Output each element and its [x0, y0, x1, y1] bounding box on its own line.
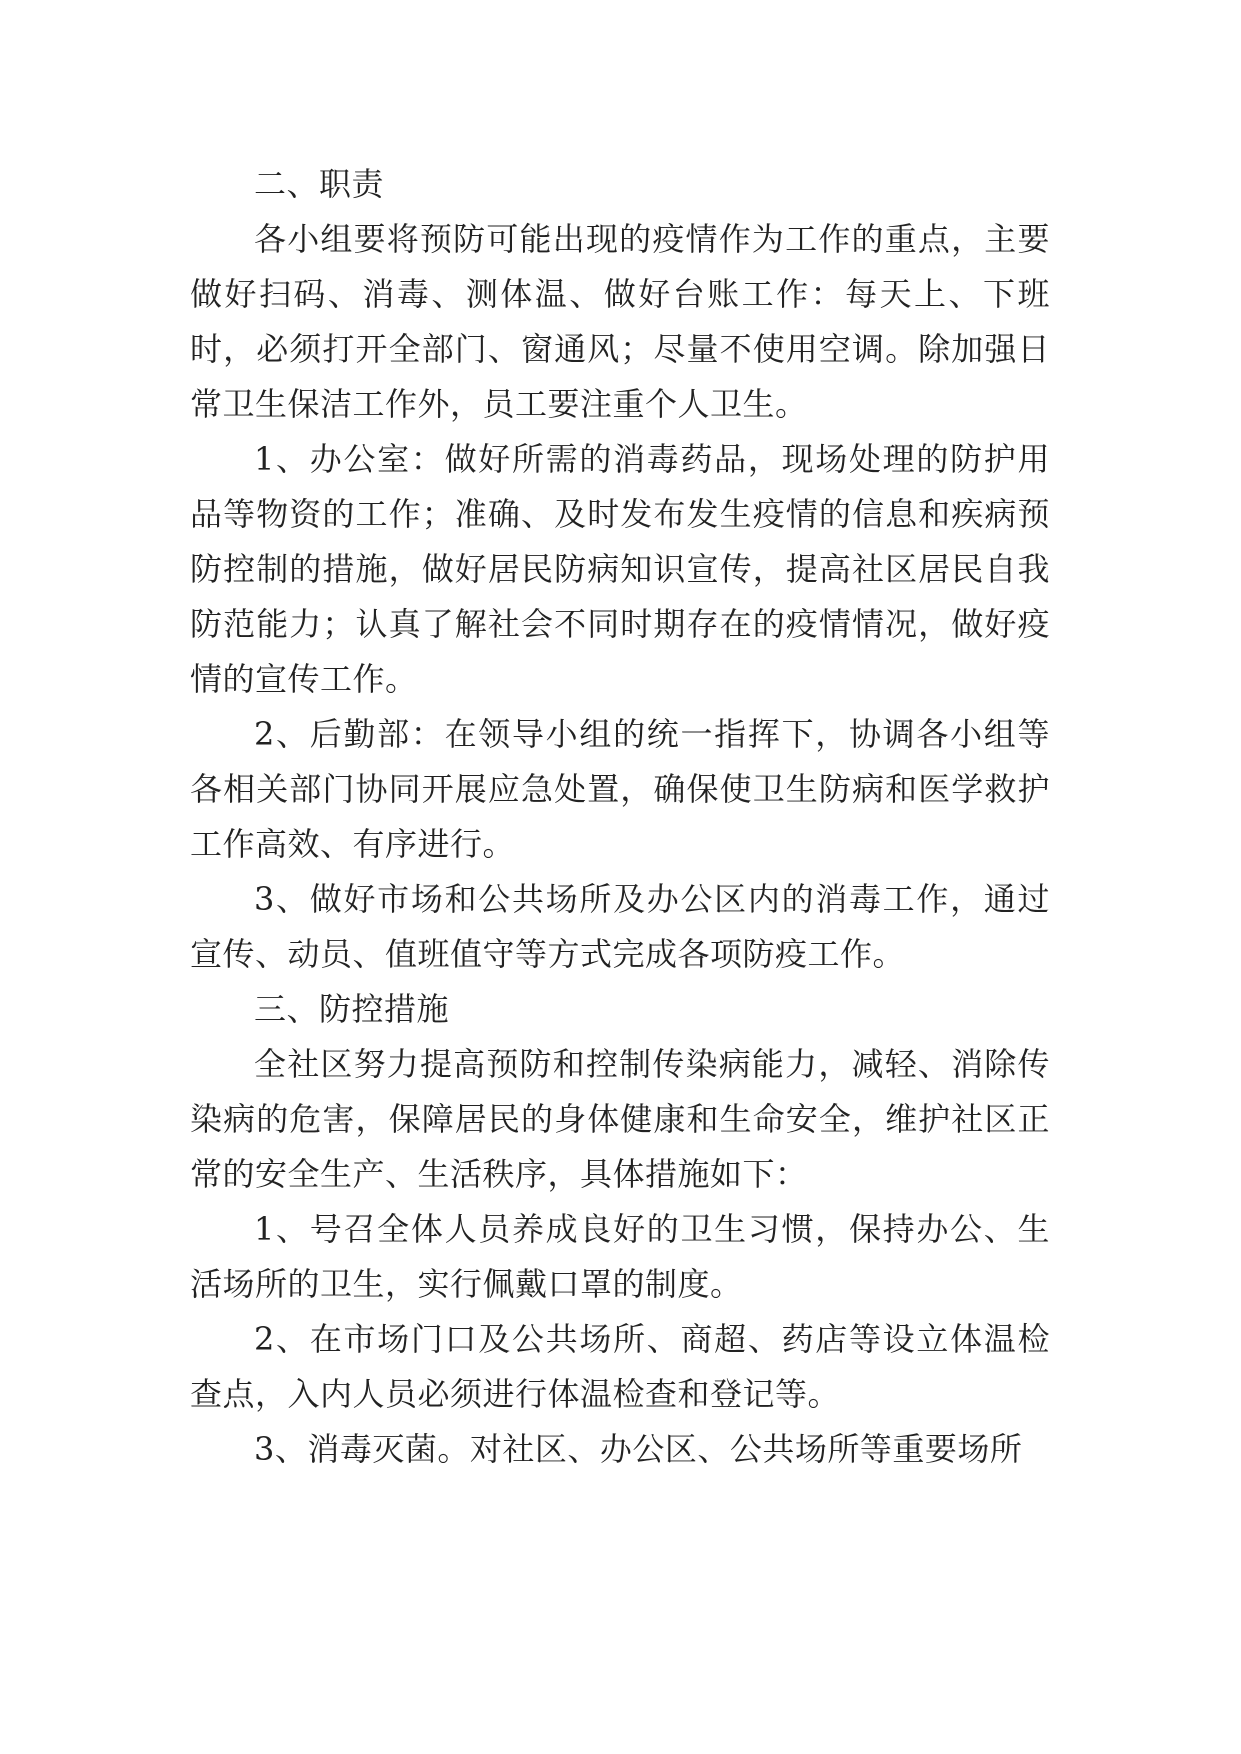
- section-heading-duties: 二、职责: [254, 165, 385, 203]
- paragraph-disinfection-duties: 3、做好市场和公共场所及办公区内的消毒工作，通过宣传、动员、值班值守等方式完成各项防疫工作。: [190, 880, 1050, 973]
- paragraph-measure-temperature-check: 2、在市场门口及公共场所、商超、药店等设立体温检查点，入内人员必须进行体温检查和登记等。: [190, 1320, 1050, 1413]
- paragraph-measure-hygiene: 1、号召全体人员养成良好的卫生习惯，保持办公、生活场所的卫生，实行佩戴口罩的制度。: [190, 1210, 1050, 1303]
- paragraph-measures-overview: 全社区努力提高预防和控制传染病能力，减轻、消除传染病的危害，保障居民的身体健康和生命安全，维护社区正常的安全生产、生活秩序，具体措施如下：: [190, 1045, 1050, 1193]
- paragraph-duties-overview: 各小组要将预防可能出现的疫情作为工作的重点，主要做好扫码、消毒、测体温、做好台账工作：每天上、下班时，必须打开全部门、窗通风；尽量不使用空调。除加强日常卫生保洁工作外，员工要注重个人卫生。: [190, 220, 1050, 423]
- paragraph-office-duties: 1、办公室：做好所需的消毒药品，现场处理的防护用品等物资的工作；准确、及时发布发生疫情的信息和疾病预防控制的措施，做好居民防病知识宣传，提高社区居民自我防范能力；认真了解社会不同时期存在的疫情情况，做好疫情的宣传工作。: [190, 440, 1050, 698]
- paragraph-measure-disinfection: 3、消毒灭菌。对社区、办公区、公共场所等重要场所: [254, 1430, 1023, 1468]
- document-body: [190, 157, 1050, 1477]
- section-heading-prevention-measures: 三、防控措施: [254, 990, 450, 1028]
- paragraph-logistics-duties: 2、后勤部：在领导小组的统一指挥下，协调各小组等各相关部门协同开展应急处置，确保使卫生防病和医学救护工作高效、有序进行。: [190, 715, 1050, 863]
